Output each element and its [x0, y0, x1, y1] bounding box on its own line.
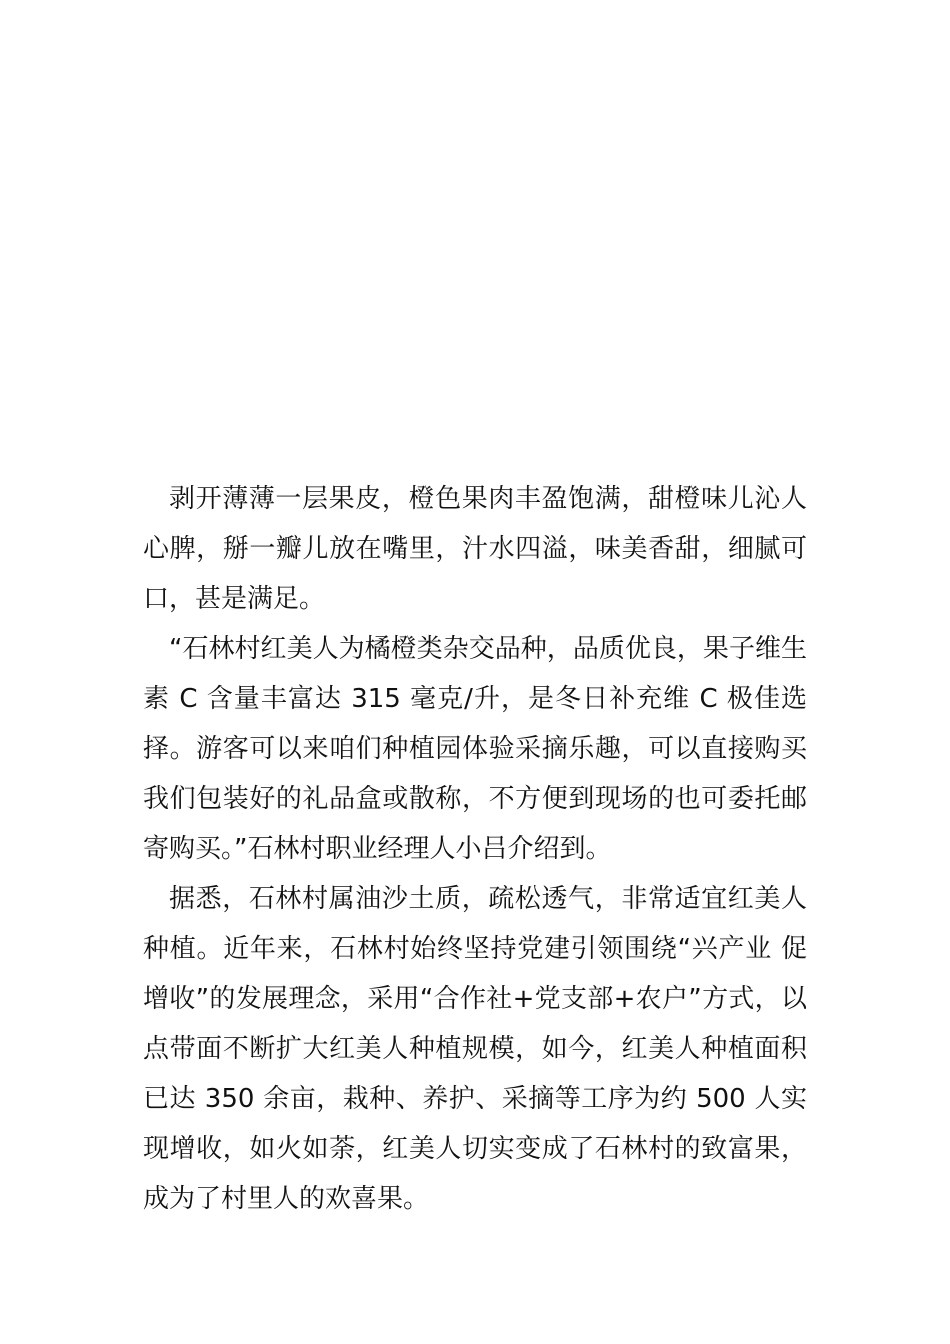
paragraph-manager-quote: “石林村红美人为橘橙类杂交品种，品质优良，果子维生素 C 含量丰富达 315 毫克/升，是冬日补充维 C 极佳选择。游客可以来咱们种植园体验采摘乐趣，可以直接购买我们包装好的礼品盒或散称，不方便到现场的也可委托邮寄购买。”石林村职业经理人小吕介绍到。: [143, 634, 807, 864]
article-body: [143, 474, 807, 1224]
paragraph-orange-description: 剥开薄薄一层果皮，橙色果肉丰盈饱满，甜橙味儿沁人心脾，掰一瓣儿放在嘴里，汁水四溢，味美香甜，细腻可口，甚是满足。: [143, 484, 807, 614]
paragraph-village-development: 据悉，石林村属油沙土质，疏松透气，非常适宜红美人种植。近年来，石林村始终坚持党建引领围绕“兴产业 促增收”的发展理念，采用“合作社+党支部+农户”方式，以点带面不断扩大红美人种植规模，如今，红美人种植面积已达 350 余亩，栽种、养护、采摘等工序为约 500 人实现增收，如火如荼，红美人切实变成了石林村的致富果，成为了村里人的欢喜果。: [143, 884, 807, 1214]
